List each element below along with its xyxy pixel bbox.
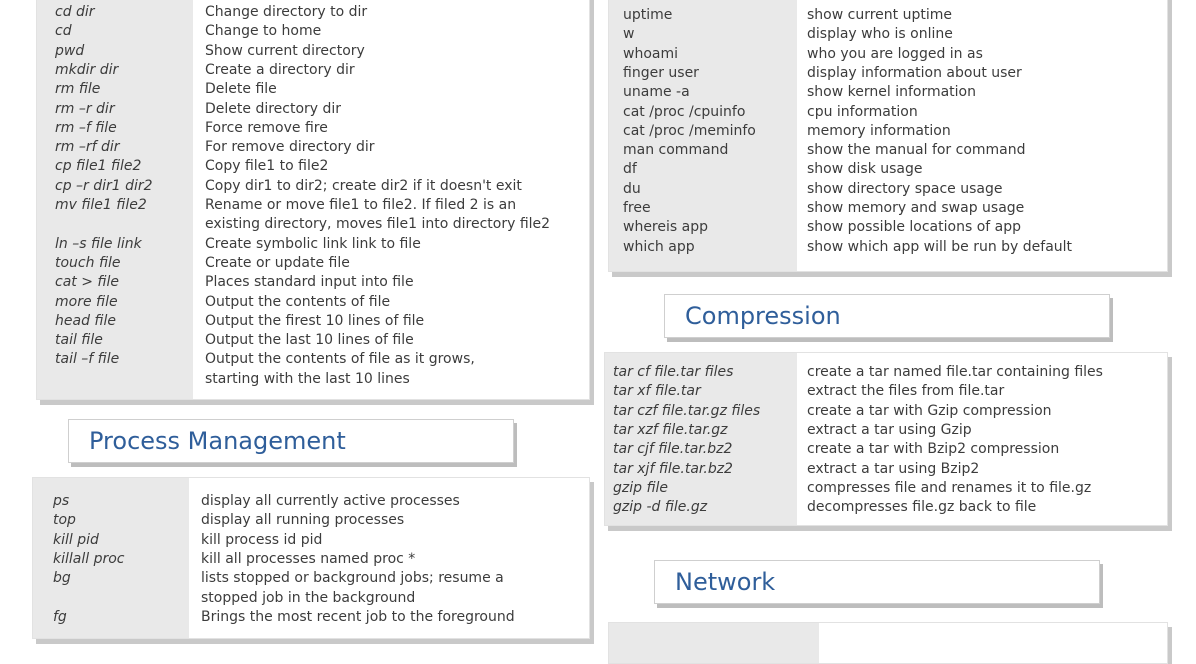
command-column (609, 623, 819, 663)
command-name: tail –f file (55, 351, 120, 368)
command-name: tail file (55, 332, 103, 349)
command-name: tar cjf file.tar.bz2 (613, 441, 733, 458)
process-commands-panel (32, 477, 590, 639)
command-name: whereis app (623, 219, 708, 236)
command-description: Delete directory dir (205, 100, 342, 117)
command-description: Rename or move file1 to file2. If filed 2 is an (205, 197, 517, 213)
command-name: uname -a (623, 84, 690, 101)
command-description: Output the last 10 lines of file (205, 332, 414, 349)
command-description: show disk usage (807, 161, 923, 178)
command-name: pwd (55, 42, 85, 59)
command-name: gzip file (613, 479, 669, 496)
command-description: Copy dir1 to dir2; create dir2 if it doesn't exit (205, 177, 522, 194)
command-description: Output the firest 10 lines of file (205, 312, 425, 329)
command-description: show current uptime (807, 7, 952, 23)
command-description: Brings the most recent job to the foreground (201, 608, 515, 625)
network-title (654, 560, 1100, 604)
command-description: display all currently active processes (201, 493, 460, 509)
file-commands-panel (36, 0, 590, 400)
command-name: rm –rf dir (55, 139, 120, 156)
command-description: Create symbolic link link to file (205, 235, 421, 252)
command-name: cat /proc /meminfo (623, 122, 756, 139)
command-description: Places standard input into file (205, 274, 414, 291)
command-description: show memory and swap usage (807, 200, 1025, 216)
command-description: Change directory to dir (205, 4, 368, 20)
command-description: stopped job in the background (201, 589, 416, 606)
command-description: show the manual for command (807, 142, 1026, 159)
command-description: create a tar named file.tar containing files (807, 364, 1103, 380)
command-name: more file (55, 293, 118, 310)
command-name: mkdir dir (55, 61, 119, 78)
command-description: Output the contents of file (205, 293, 391, 310)
command-description: who you are logged in as (807, 45, 983, 62)
compression-commands-panel (604, 352, 1168, 526)
command-name: tar cf file.tar files (613, 364, 734, 380)
command-description: Create a directory dir (205, 61, 355, 78)
command-description: kill all processes named proc * (201, 550, 416, 567)
command-description: create a tar with Gzip compression (807, 402, 1052, 419)
command-description: display information about user (807, 64, 1022, 81)
command-name: cat /proc /cpuinfo (623, 103, 746, 120)
command-name: cd dir (55, 4, 95, 20)
command-name: du (623, 180, 641, 197)
command-name: kill pid (53, 531, 99, 548)
command-description: cpu information (807, 103, 918, 120)
command-description: decompresses file.gz back to file (807, 499, 1037, 516)
compression-title-text: Compression (685, 302, 841, 330)
system-info-panel (608, 0, 1168, 272)
command-description: memory information (807, 122, 951, 139)
command-description: create a tar with Bzip2 compression (807, 441, 1060, 458)
command-description: starting with the last 10 lines (205, 370, 410, 387)
command-name: w (623, 26, 635, 43)
command-description: show directory space usage (807, 180, 1003, 197)
command-name: killall proc (53, 550, 125, 567)
command-name: whoami (623, 45, 678, 62)
process-management-title (68, 419, 514, 463)
command-description: Show current directory (205, 42, 365, 59)
command-description: Output the contents of file as it grows, (205, 351, 475, 368)
command-name: touch file (55, 254, 121, 271)
command-name: cat > file (55, 274, 119, 291)
command-name: tar xjf file.tar.bz2 (613, 460, 733, 477)
command-name: tar xzf file.tar.gz (613, 421, 728, 438)
command-name: which app (623, 238, 695, 255)
command-description: Copy file1 to file2 (205, 158, 329, 175)
process-management-title-text: Process Management (89, 427, 346, 455)
command-name: rm –f file (55, 119, 117, 136)
command-name: df (623, 161, 637, 178)
command-name: mv file1 file2 (55, 197, 147, 213)
command-description: existing directory, moves file1 into directory file2 (205, 216, 551, 233)
command-description: kill process id pid (201, 531, 323, 548)
command-description: lists stopped or background jobs; resume a (201, 570, 504, 587)
command-description: Force remove fire (205, 119, 328, 136)
command-description: display who is online (807, 26, 953, 43)
command-description: For remove directory dir (205, 139, 375, 156)
command-name: man command (623, 142, 729, 159)
command-name: cp file1 file2 (55, 158, 142, 175)
command-description: Delete file (205, 81, 277, 98)
command-name: rm –r dir (55, 100, 115, 117)
command-name: free (623, 200, 651, 216)
command-description: show possible locations of app (807, 219, 1021, 236)
command-description: extract the files from file.tar (807, 383, 1005, 400)
command-description: display all running processes (201, 512, 405, 529)
command-description: Change to home (205, 23, 322, 40)
command-name: bg (53, 570, 71, 587)
command-name: head file (55, 312, 116, 329)
command-description: extract a tar using Gzip (807, 421, 972, 438)
command-name: ln –s file link (55, 235, 142, 252)
command-name: tar czf file.tar.gz files (613, 402, 761, 419)
command-description: Create or update file (205, 254, 350, 271)
command-name: tar xf file.tar (613, 383, 701, 400)
command-description: compresses file and renames it to file.gz (807, 479, 1092, 496)
command-name: ps (53, 493, 70, 509)
network-commands-panel (608, 622, 1168, 664)
command-description: show kernel information (807, 84, 976, 101)
command-name: cd (55, 23, 72, 40)
command-description: extract a tar using Bzip2 (807, 460, 980, 477)
command-name: cp –r dir1 dir2 (55, 177, 153, 194)
command-name: finger user (623, 64, 699, 81)
command-name: uptime (623, 7, 673, 23)
network-title-text: Network (675, 568, 776, 596)
command-name: fg (53, 608, 67, 625)
command-name: gzip -d file.gz (613, 499, 708, 516)
compression-title (664, 294, 1110, 338)
command-name: rm file (55, 81, 101, 98)
command-description: show which app will be run by default (807, 238, 1073, 255)
command-name: top (53, 512, 76, 529)
